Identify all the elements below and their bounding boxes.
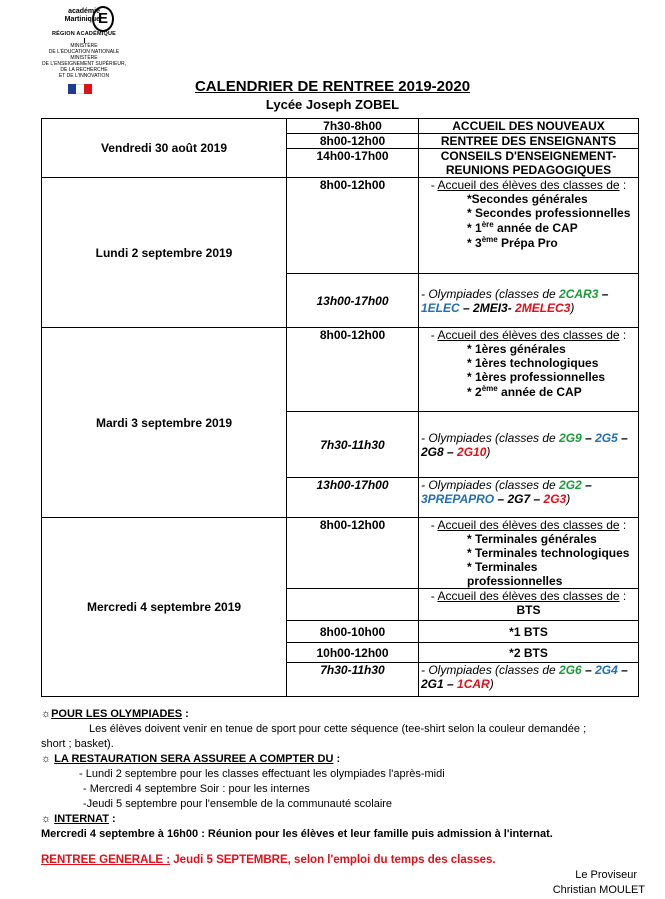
olympiades-heading: ☼POUR LES OLYMPIADES :	[41, 708, 189, 720]
day-cell: Lundi 2 septembre 2019	[42, 178, 287, 328]
logo-region: RÉGION ACADÉMIQUE	[51, 31, 116, 37]
time-cell	[287, 589, 419, 621]
time-cell: 13h00-17h00	[287, 478, 419, 518]
olympiades-text-2: short ; basket).	[41, 738, 114, 750]
time-cell: 10h00-12h00	[287, 643, 419, 663]
day-cell: Mercredi 4 septembre 2019	[42, 518, 287, 697]
desc-cell: ACCUEIL DES NOUVEAUX	[419, 119, 639, 134]
list-item: - Lundi 2 septembre pour les classes effectuant les olympiades l'après-midi	[79, 768, 445, 780]
page-title: CALENDRIER DE RENTREE 2019-2020	[194, 78, 471, 95]
desc-cell: RENTREE DES ENSEIGNANTS	[419, 134, 639, 149]
desc-cell: - Olympiades (classes de 2CAR3 – 1ELEC – 2MEI3- 2MELEC3)	[419, 274, 639, 328]
calendar-table	[41, 118, 639, 697]
internat-text: Mercredi 4 septembre à 16h00 : Réunion pour les élèves et leur famille puis admission à l'internat.	[41, 828, 553, 840]
time-cell: 8h00-10h00	[287, 621, 419, 643]
table-row	[42, 328, 639, 412]
logo-academie-text: académie Martinique	[64, 8, 100, 23]
school-name: Lycée Joseph ZOBEL	[265, 97, 400, 112]
internat-heading: ☼ INTERNAT :	[41, 813, 116, 825]
time-cell: 8h00-12h00	[287, 134, 419, 149]
time-cell: 14h00-17h00	[287, 149, 419, 178]
time-cell: 8h00-12h00	[287, 328, 419, 412]
day-cell: Mardi 3 septembre 2019	[42, 328, 287, 518]
sun-icon: ☼	[41, 753, 52, 765]
time-cell: 7h30-11h30	[287, 412, 419, 478]
desc-cell: - Olympiades (classes de 2G2 – 3PREPAPRO – 2G7 – 2G3)	[419, 478, 639, 518]
desc-cell: *2 BTS	[419, 643, 639, 663]
logo-ministeres: MINISTÈRE DE L'ÉDUCATION NATIONALE MINISTÈRE DE L'ENSEIGNEMENT SUPÉRIEUR, DE LA RECHERCHE ET DE L'INNOVATION	[42, 43, 126, 79]
list-item: -Jeudi 5 septembre pour l'ensemble de la communauté scolaire	[83, 798, 393, 810]
signature-name: Christian MOULET	[552, 884, 645, 896]
list-item: - Mercredi 4 septembre Soir : pour les internes	[83, 783, 310, 795]
time-cell: 7h30-8h00	[287, 119, 419, 134]
table-row	[42, 518, 639, 589]
desc-cell: - Accueil des élèves des classes de : *Secondes générales * Secondes professionnelles * 1ère année de CAP * 3ème Prépa Pro	[419, 178, 639, 274]
time-cell: 7h30-11h30	[287, 663, 419, 697]
table-row	[42, 178, 639, 274]
day-cell: Vendredi 30 août 2019	[42, 119, 287, 178]
time-cell: 13h00-17h00	[287, 274, 419, 328]
rentree-generale: RENTREE GENERALE : Jeudi 5 SEPTEMBRE, selon l'emploi du temps des classes.	[41, 854, 496, 866]
desc-cell: - Olympiades (classes de 2G9 – 2G5 – 2G8 – 2G10)	[419, 412, 639, 478]
sun-icon: ☼	[41, 813, 52, 825]
desc-cell: - Accueil des élèves des classes de : BTS	[419, 589, 639, 621]
marianne-e-icon: E	[92, 6, 114, 32]
signature-role: Le Proviseur	[575, 869, 637, 881]
signature	[553, 868, 645, 898]
restauration-heading: ☼ LA RESTAURATION SERA ASSUREE A COMPTER DU :	[41, 753, 341, 765]
desc-cell: - Accueil des élèves des classes de : * 1ères générales * 1ères technologiques * 1ères professionnelles * 2ème année de CAP	[419, 328, 639, 412]
notes-section	[41, 707, 641, 868]
time-cell: 8h00-12h00	[287, 178, 419, 274]
time-cell: 8h00-12h00	[287, 518, 419, 589]
desc-cell: - Accueil des élèves des classes de : * Terminales générales * Terminales technologiques * Terminales professionnelles	[419, 518, 639, 589]
sun-icon: ☼	[41, 708, 52, 720]
desc-cell: *1 BTS	[419, 621, 639, 643]
desc-cell: CONSEILS D'ENSEIGNEMENT- REUNIONS PEDAGOGIQUES	[419, 149, 639, 178]
table-row	[42, 119, 639, 134]
desc-cell: - Olympiades (classes de 2G6 – 2G4 – 2G1 – 1CAR)	[419, 663, 639, 697]
olympiades-text: Les élèves doivent venir en tenue de sport pour cette séquence (tee-shirt selon la couleur demandée ;	[89, 723, 587, 735]
